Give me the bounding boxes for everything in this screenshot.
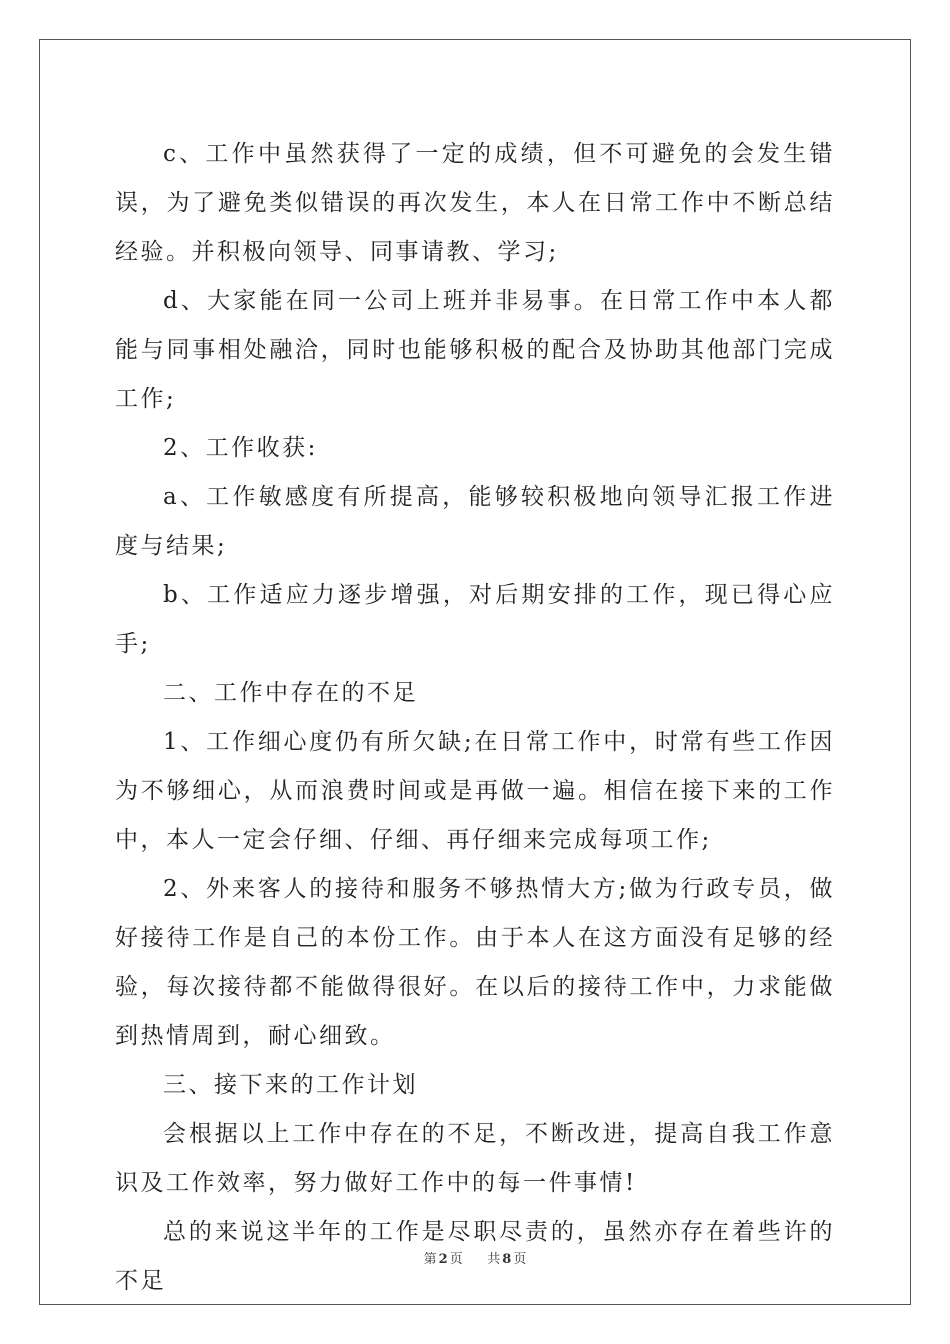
paragraph: 总的来说这半年的工作是尽职尽责的，虽然亦存在着些许的不足	[115, 1219, 835, 1294]
paragraph: 1、工作细心度仍有所欠缺;在日常工作中，时常有些工作因为不够细心，从而浪费时间或是再做一遍。相信在接下来的工作中，本人一定会仔细、仔细、再仔细来完成每项工作;	[115, 729, 835, 853]
section-heading: 三、接下来的工作计划	[163, 1072, 418, 1098]
paragraph: b、工作适应力逐步增强，对后期安排的工作，现已得心应手;	[115, 582, 835, 657]
paragraph: 2、外来客人的接待和服务不够热情大方;做为行政专员，做好接待工作是自己的本份工作。由于本人在这方面没有足够的经验，每次接待都不能做得很好。在以后的接待工作中，力求能做到热情周到，耐心细致。	[115, 876, 835, 1049]
section-heading: 二、工作中存在的不足	[163, 680, 418, 706]
page-prefix: 第	[423, 1252, 437, 1267]
paragraph: 2、工作收获:	[163, 435, 318, 461]
page-footer	[0, 1248, 950, 1267]
total-prefix: 共	[487, 1252, 501, 1267]
paragraph: d、大家能在同一公司上班并非易事。在日常工作中本人都能与同事相处融洽，同时也能够积极的配合及协助其他部门完成工作;	[115, 288, 835, 412]
total-suffix: 页	[513, 1252, 527, 1267]
paragraph: c、工作中虽然获得了一定的成绩，但不可避免的会发生错误，为了避免类似错误的再次发生，本人在日常工作中不断总结经验。并积极向领导、同事请教、学习;	[115, 141, 835, 265]
page-suffix: 页	[449, 1252, 463, 1267]
total-indicator	[485, 1252, 528, 1267]
page-number: 2	[438, 1252, 448, 1267]
paragraph: 会根据以上工作中存在的不足，不断改进，提高自我工作意识及工作效率，努力做好工作中的每一件事情!	[115, 1121, 835, 1196]
total-pages: 8	[502, 1252, 512, 1267]
paragraph: a、工作敏感度有所提高，能够较积极地向领导汇报工作进度与结果;	[115, 484, 835, 559]
document-body	[115, 130, 835, 1306]
page-indicator	[422, 1252, 465, 1267]
